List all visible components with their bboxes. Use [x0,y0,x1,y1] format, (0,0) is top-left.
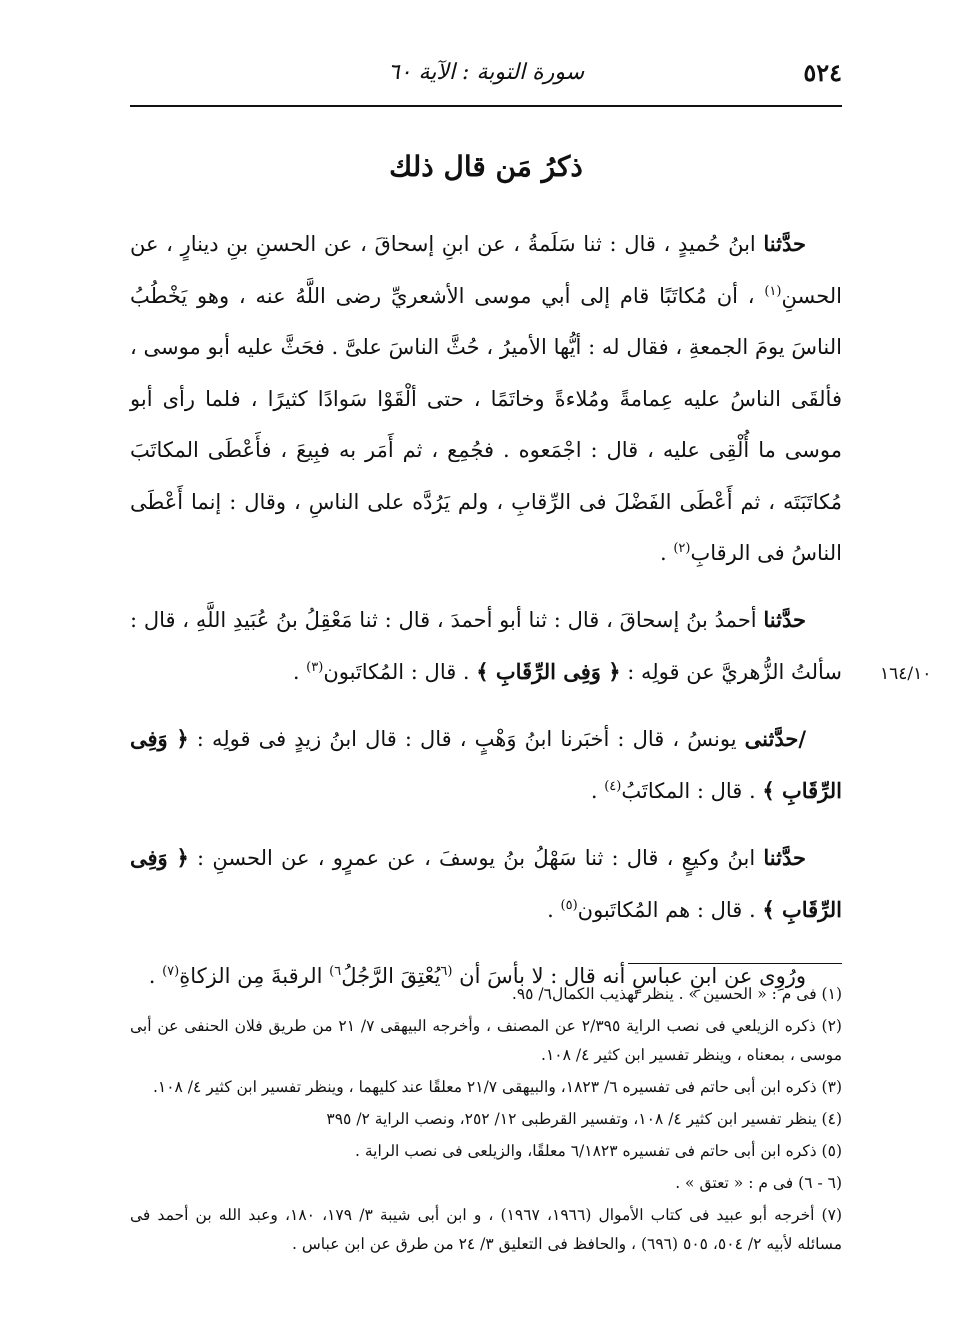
paragraph-text: . قال : المكاتَبُ [621,779,763,803]
paragraph-1 [130,218,842,580]
paragraph-end: . [148,963,163,988]
footnote-ref[interactable]: (١) [764,283,782,299]
narration-lead: حدَّثنا [763,844,806,870]
footnote: (٦ - ٦) فى م : « تعتق » . [675,1174,842,1192]
narration-lead: /حدَّثنى [744,725,806,751]
footnote-ref[interactable]: ٦) [329,963,342,979]
page-header [130,58,842,98]
footnote-ref[interactable]: (٤) [604,779,622,794]
page-number: ٥٢٤ [803,58,842,87]
main-text [130,218,842,1016]
footnote-rule [628,963,842,964]
footnote: (١) فى م : « الحسين » . ينظر تهذيب الكمال٦/ ٩٥. [511,985,842,1003]
footnote: (٧) أخرجه أبو عبيد فى كتاب الأموال (١٩٦٦، ١٩٦٧) ، و ابن أبى شيبة ٣/ ١٧٩، ١٨٠، وعبد الله بن أحمد فى مسائله لأبيه ٢/ ٥٠٤، ٥٠٥ (٦٩٦) ، والحافظ فى التعليق ٣/ ٢٤ من طرق عن ابن عباس . [130,1206,843,1253]
paragraph-text: . قال : هم المُكاتَبون [577,898,763,922]
paragraph-2 [130,594,842,699]
footnote-ref[interactable]: (٧) [162,963,180,979]
footnote: (٣) ذكره ابن أبى حاتم فى تفسيره ٦/ ١٨٢٣، والبيهقى ٢١/٧ معلقًا عند كليهما ، وينظر تفسير ابن كثير ٤/ ١٠٨. [152,1078,842,1096]
margin-reference: ١٦٤/١٠ [880,664,932,684]
footnote: (٥) ذكره ابن أبى حاتم فى تفسيره ٦/١٨٢٣ معلقًا، والزيلعى فى نصب الراية . [355,1142,842,1160]
paragraph-end: . [659,541,674,565]
footnote-ref[interactable]: (٥) [560,898,578,913]
quran-quote: ﴿ وَفِى الرِّقَابِ ﴾ [130,844,842,922]
paragraph-text: ابنُ حُميدٍ ، قال : ثنا سَلَمةُ ، عن ابنِ إسحاقَ ، عن الحسنِ بنِ دينارٍ ، عن الحسنِ [130,232,842,308]
footnote: (٤) ينظر تفسير ابن كثير ٤/ ١٠٨، وتفسير القرطبى ١٢/ ٢٥٢، ونصب الراية ٢/ ٣٩٥ [326,1110,842,1128]
running-title: سورة التوبة : الآية ٦٠ [387,60,585,85]
paragraph-end: . [547,898,561,922]
paragraph-text: أحمدُ بنُ إسحاقَ ، قال : ثنا أبو أحمدَ ، قال : ثنا مَعْقِلُ بنُ عُبَيدِ اللَّهِ ، قال : سألتُ الزُّهريَّ عن قولِه : [130,607,842,684]
paragraph-text: يونسُ ، قال : أخبَرنا ابنُ وَهْبٍ ، قال : قال ابنُ زيدٍ فى قولِه : [188,726,745,751]
footnote-ref[interactable]: (٢) [673,541,691,556]
paragraph-4 [130,832,842,937]
footnote-ref[interactable]: (٣) [306,660,324,675]
paragraph-text: . قال : المُكاتَبون [323,660,477,684]
paragraph-text: يُعْتِقَ الرَّجُلُ [341,963,441,988]
quran-quote: ﴿ وَفِى الرِّقَابِ ﴾ [130,725,842,803]
quran-quote: ﴿ وَفِى الرِّقَابِ ﴾ [476,659,621,684]
paragraph-text: ابنُ وكيعٍ ، قال : ثنا سَهْلُ بنُ يوسفَ ، عن عمرٍو ، عن الحسنِ : [188,845,764,870]
narration-lead: حدَّثنا [763,231,806,256]
paragraph-text: ورُوِى عن ابنِ عباسٍ أنه قال : لا بأسَ أن [452,963,806,988]
paragraph-text: ، أن مُكاتَبًا قام إلى أبي موسى الأشعريِّ رضى اللَّهُ عنه ، وهو يَخْطُبُ الناسَ يومَ الجمعةِ ، فقال له : أيُّها الأميرُ ، حُثَّ الناسَ علىَّ . فحَثَّ عليه أبو موسى ، فألقَى الناسُ عليه عِمامةً ومُلاءةً وخاتَمًا ، حتى ألْقَوْا سَوادًا كثيرًا ، فلما رأى أبو موسى ما أُلْقِى عليه ، قال : اجْمَعوه . فجُمِع ، ثم أَمَر به فبِيعَ ، فأَعْطَى المكاتَبَ مُكاتَبَتَه ، ثم أَعْطَى الفَضْلَ فى الرِّقابِ ، ولم يَرُدَّه على الناسِ ، وقال : إنما أَعْطَى الناسُ فى الرقابِ [130,283,842,565]
footnote: (٢) ذكره الزيلعي فى نصب الراية ٢/٣٩٥ عن المصنف ، وأخرجه البيهقى ٧/ ٢١ من طريق فلان الحنفى عن أبى موسى ، بمعناه ، وينظر تفسير ابن كثير ٤/ ١٠٨. [130,1017,842,1064]
paragraph-end: . [292,660,307,684]
footnotes [130,980,842,1262]
paragraph-text: الرقبةَ مِن الزكاةِ [179,963,330,988]
header-rule [130,105,842,107]
paragraph-3 [130,713,842,818]
narration-lead: حدَّثنا [763,606,806,632]
paragraph-end: . [590,779,605,803]
section-heading: ذكرُ مَن قال ذلك [389,150,583,183]
footnote-ref[interactable]: (٦ [440,963,453,979]
